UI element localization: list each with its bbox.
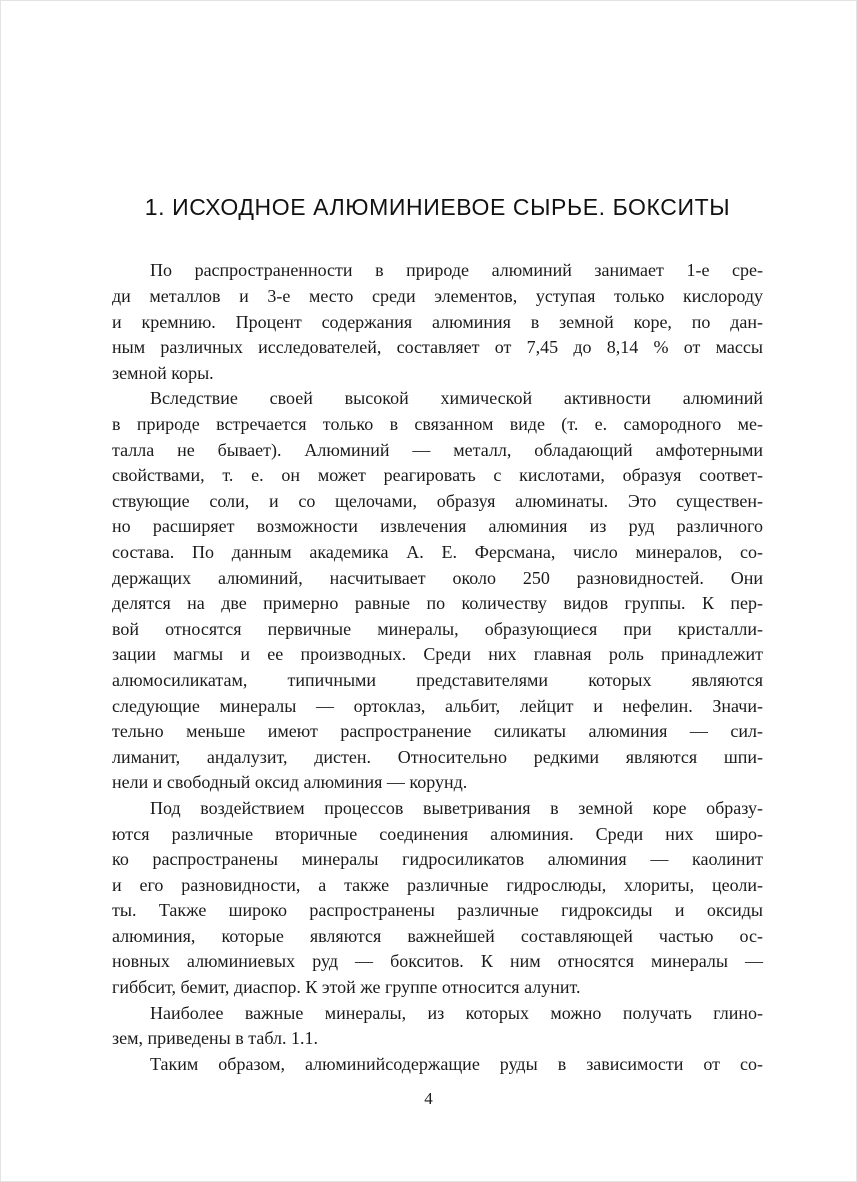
paragraph — [112, 796, 763, 1001]
text-line: в природе встречается только в связанном виде (т. е. самородного ме- — [112, 414, 763, 434]
text-line: По распространенности в природе алюминий занимает 1-е сре- — [150, 260, 763, 281]
paragraph — [112, 386, 763, 796]
text-line: вой относятся первичные минералы, образующиеся при кристалли- — [112, 618, 763, 639]
text-line: ди металлов и 3-е место среди элементов, уступая только кислороду — [112, 286, 763, 307]
text-line: ты. Также широко распространены различные гидроксиды и оксиды — [112, 900, 763, 921]
text-line: нели и свободный оксид алюминия — корунд. — [112, 772, 468, 793]
text-line: зем, приведены в табл. 1.1. — [112, 1028, 319, 1049]
text-line: ко распространены минералы гидросиликатов алюминия — каолинит — [112, 849, 763, 870]
text-line: ным различных исследователей, составляет от 7,45 до 8,14 % от массы — [112, 337, 763, 358]
text-line: алюминия, которые являются важнейшей составляющей частью ос- — [112, 925, 763, 946]
paragraph — [112, 258, 763, 386]
text-line: земной коры. — [112, 362, 214, 383]
paragraph — [112, 1052, 763, 1078]
text-line: делятся на две примерно равные по количеству видов группы. К пер- — [112, 593, 763, 614]
text-line: талла не бывает). Алюминий — металл, обладающий амфотерными — [112, 439, 763, 460]
text-block — [112, 1, 763, 1077]
text-line: зации магмы и ее производных. Среди них главная роль принадлежит — [112, 644, 763, 665]
text-line: Вследствие своей высокой химической активности алюминий — [150, 388, 763, 409]
text-line: гиббсит, бемит, диаспор. К этой же группе относится алунит. — [112, 977, 581, 998]
text-line: новных алюминиевых руд — бокситов. К ним относятся минералы — — [112, 951, 763, 972]
text-line: держащих алюминий, насчитывает около 250 разновидностей. Они — [112, 567, 763, 588]
text-line: Наиболее важные минералы, из которых можно получать глино- — [150, 1002, 763, 1023]
text-line: алюмосиликатам, типичными представителями которых являются — [112, 669, 763, 690]
text-line: ются различные вторичные соединения алюминия. Среди них широ- — [112, 823, 763, 844]
text-line: и кремнию. Процент содержания алюминия в земной коре, по дан- — [112, 311, 763, 332]
text-line: следующие минералы — ортоклаз, альбит, лейцит и нефелин. Значи- — [112, 695, 763, 716]
paragraph — [112, 1001, 763, 1052]
text-line: лиманит, андалузит, дистен. Относительно редкими являются шпи- — [112, 746, 763, 767]
page-number: 4 — [424, 1089, 433, 1108]
text-line: Таким образом, алюминийсодержащие руды в зависимости от со- — [150, 1053, 763, 1074]
text-line: но расширяет возможности извлечения алюминия из руд различного — [112, 516, 763, 537]
body-text — [112, 258, 763, 1077]
text-line: Под воздействием процессов выветривания в земной коре образу- — [150, 797, 763, 818]
text-line: тельно меньше имеют распространение силикаты алюминия — сил- — [112, 721, 763, 742]
text-line: свойствами, т. е. он может реагировать с кислотами, образуя соответ- — [112, 465, 763, 486]
text-line: и его разновидности, а также различные гидрослюды, хлориты, цеоли- — [112, 874, 763, 895]
chapter-title: 1. ИСХОДНОЕ АЛЮМИНИЕВОЕ СЫРЬЕ. БОКСИТЫ — [144, 194, 731, 220]
text-line: состава. По данным академика А. Е. Ферсмана, число минералов, со- — [112, 541, 763, 562]
text-line: ствующие соли, и со щелочами, образуя алюминаты. Это существен- — [112, 490, 763, 511]
